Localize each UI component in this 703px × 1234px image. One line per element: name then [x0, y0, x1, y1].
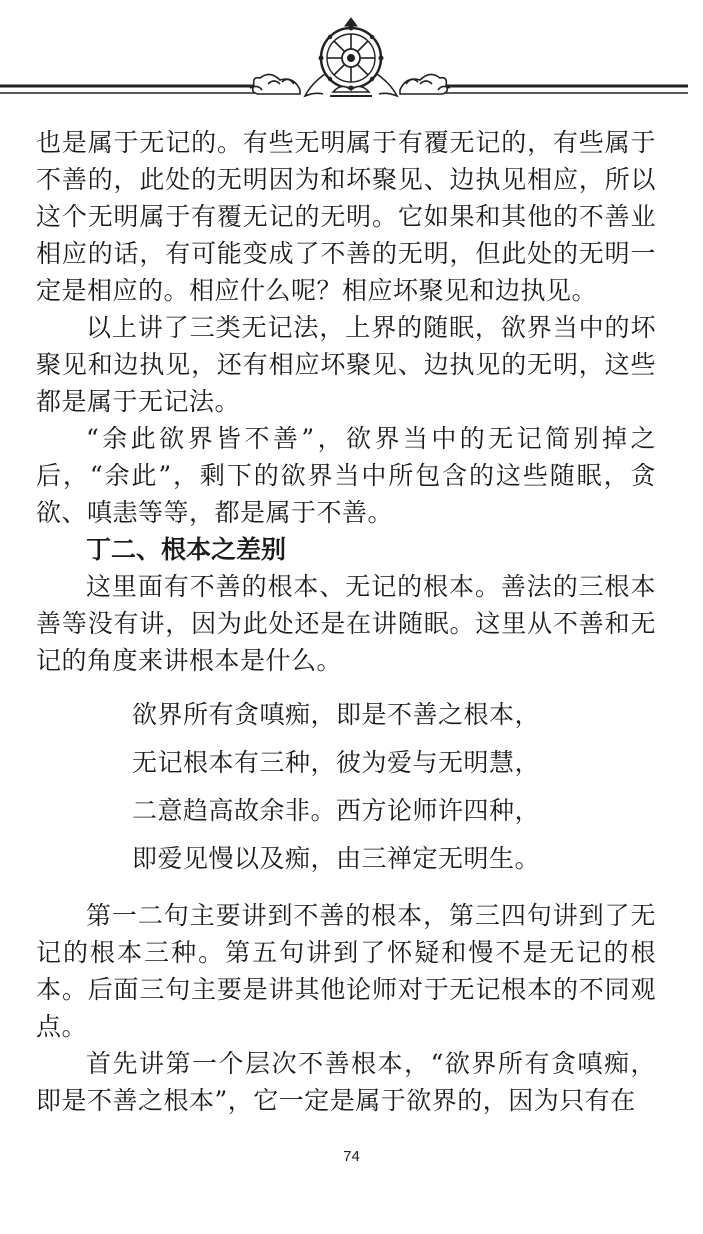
cloud-scroll-left-icon	[250, 74, 300, 94]
page-body	[36, 124, 656, 1119]
section-heading: 丁二、根本之差别	[86, 535, 287, 564]
verse-line: 二意趋高故余非。西方论师许四种，	[132, 796, 541, 825]
paragraph: 首先讲第一个层次不善根本，“欲界所有贪嗔痴，即是不善之根本”，它一定是属于欲界的，因为只有在	[36, 1049, 656, 1115]
paragraph: 第一二句主要讲到不善的根本，第三四句讲到了无记的根本三种。第五句讲到了怀疑和慢不是无记的根本。后面三句主要是讲其他论师对于无记根本的不同观点。	[36, 901, 656, 1041]
verse-line: 即爱见慢以及痴，由三禅定无明生。	[132, 844, 541, 873]
header-ornament	[0, 0, 703, 115]
verse-line: 无记根本有三种，彼为爱与无明慧，	[132, 748, 541, 777]
cloud-scroll-right-icon	[400, 74, 450, 94]
paragraph: “余此欲界皆不善”，欲界当中的无记简别掉之后，“余此”，剩下的欲界当中所包含的这些随眠，贪欲、嗔恚等等，都是属于不善。	[36, 424, 656, 527]
paragraph: 以上讲了三类无记法，上界的随眠，欲界当中的坏聚见和边执见，还有相应坏聚见、边执见的无明，这些都是属于无记法。	[36, 313, 656, 416]
page-number: 74	[343, 1148, 360, 1165]
paragraph: 这里面有不善的根本、无记的根本。善法的三根本善等没有讲，因为此处还是在讲随眠。这里从不善和无记的角度来讲根本是什么。	[36, 572, 656, 675]
verse-line: 欲界所有贪嗔痴，即是不善之根本，	[132, 700, 541, 729]
paragraph: 也是属于无记的。有些无明属于有覆无记的，有些属于不善的，此处的无明因为和坏聚见、边执见相应，所以这个无明属于有覆无记的无明。它如果和其他的不善业相应的话，有可能变成了不善的无明，但此处的无明一定是相应的。相应什么呢？相应坏聚见和边执见。	[36, 128, 656, 305]
verse-block	[36, 691, 656, 883]
